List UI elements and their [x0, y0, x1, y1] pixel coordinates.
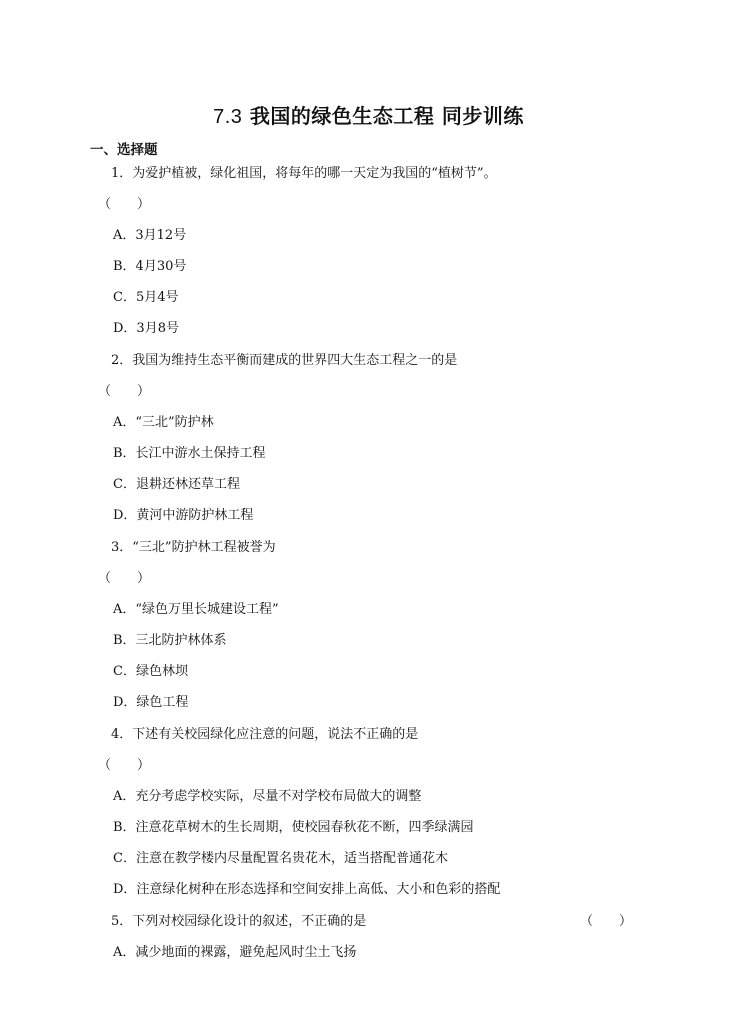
question-2-paren: （ ）: [98, 384, 151, 399]
question-2-option-b: B．长江中游水土保持工程: [113, 446, 266, 461]
section-heading: 一、选择题: [90, 142, 158, 158]
question-1-stem: 1．为爱护植被，绿化祖国，将每年的哪一天定为我国的“植树节”。: [111, 166, 497, 181]
title-number: 7.3: [213, 106, 243, 128]
question-3-option-d: D．绿色工程: [113, 695, 189, 710]
title-text: 我国的绿色生态工程 同步训练: [249, 104, 524, 128]
question-5-stem: 5．下列对校园绿化设计的叙述，不正确的是: [111, 914, 367, 929]
question-4-paren: （ ）: [98, 758, 151, 773]
question-3-paren: （ ）: [98, 571, 151, 586]
question-5-option-a: A．减少地面的裸露，避免起风时尘土飞扬: [113, 945, 357, 960]
question-4-option-a: A．充分考虑学校实际，尽量不对学校布局做大的调整: [113, 789, 422, 804]
question-4-stem: 4．下述有关校园绿化应注意的问题，说法不正确的是: [111, 727, 419, 742]
question-2-option-a: A．“三北”防护林: [113, 415, 214, 430]
question-3-option-c: C．绿色林坝: [113, 664, 188, 679]
question-3-option-a: A．“绿色万里长城建设工程”: [113, 602, 279, 617]
page-title: [0, 100, 737, 129]
question-5-paren: （ ）: [580, 914, 633, 929]
question-4-option-b: B．注意花草树木的生长周期，使校园春秋花不断，四季绿满园: [113, 820, 474, 835]
question-1-option-d: D．3月8号: [113, 321, 179, 336]
question-1-option-b: B．4月30号: [113, 259, 187, 274]
question-1-option-a: A．3月12号: [113, 228, 187, 243]
question-3-option-b: B．三北防护林体系: [113, 633, 227, 648]
question-2-option-d: D．黄河中游防护林工程: [113, 508, 254, 523]
question-2-option-c: C．退耕还林还草工程: [113, 477, 240, 492]
question-2-stem: 2．我国为维持生态平衡而建成的世界四大生态工程之一的是: [111, 353, 458, 368]
question-1-paren: （ ）: [98, 197, 151, 212]
question-4-option-c: C．注意在教学楼内尽量配置名贵花木，适当搭配普通花木: [113, 851, 448, 866]
question-4-option-d: D．注意绿化树种在形态选择和空间安排上高低、大小和色彩的搭配: [113, 882, 501, 897]
question-3-stem: 3．“三北”防护林工程被誉为: [111, 540, 276, 555]
question-1-option-c: C．5月4号: [113, 290, 179, 305]
